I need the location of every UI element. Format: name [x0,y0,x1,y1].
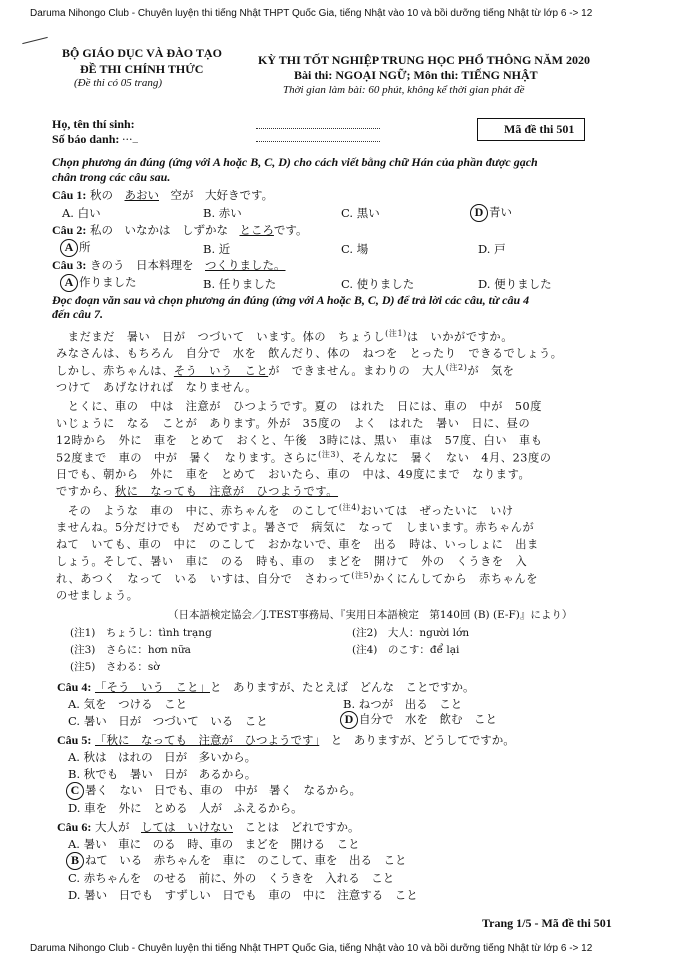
answer-circle: D [470,204,488,222]
vocab-note: (注1) ちょうし：tình trạng [70,627,212,639]
passage-line: 12時から 外に 車を とめて おくと、午後 3時には、黒い 車は 57度、白い 車も [56,434,543,447]
pen-mark [22,37,47,44]
passage-line: のせましょう。 [56,589,139,602]
vocab-note: (注3) さらに：hơn nữa [70,644,191,656]
q4-option-c[interactable]: C. 暑い 日が つづいて いる こと [68,714,268,728]
passage-line: れ、あつく なって いる いすは、自分で さわって$^{(注5)}$かくにんしてから 赤ちゃんを [56,571,539,586]
q3-option-c[interactable]: C. 使りました [341,277,415,291]
q3-option-b[interactable]: B. 任りました [203,277,277,291]
instruction-2-line-1: Đọc đoạn văn sau và chọn phương án đúng (ứng với A hoặc B, C, D) để trả lời các câu, từ câu 4 [52,293,530,307]
answer-circle: C [66,782,84,800]
underlined-phrase: 「そう いう こと」 [95,680,210,694]
q3-option-a[interactable]: A 作りました [60,274,137,292]
instruction-1-line-2: chân trong các câu sau. [52,170,171,184]
instruction-2-line-2: đến câu 7. [52,307,103,321]
vocab-note: (注2) 大人：người lớn [352,627,470,639]
underlined-word: あおい [124,188,159,202]
exam-code-box: Mã đề thi 501 [477,118,585,141]
underlined-word: つくりました。 [205,258,286,272]
passage-line: その ような 車の 中に、赤ちゃんを のこして$^{(注4)}$おいては ぜったいに いけ [56,503,514,518]
q5-option-c[interactable]: C 暑く ない 日でも、車の 中が 暑く なるから。 [66,782,361,800]
q3-option-d[interactable]: D. 便りました [478,277,552,291]
passage-line: しょう。そして、暑い 車に のる 時も、車の まどを 開けて 外の くうきを 入 [56,555,528,568]
question-3: Câu 3: きのう 日本料理を つくりました。 [52,258,286,272]
q5-option-d[interactable]: D. 車を 外に とめる 人が ふえるから。 [68,801,303,815]
q6-option-d[interactable]: D. 暑い 日でも すずしい 日でも 車の 中に 注意する こと [68,888,418,902]
question-2: Câu 2: 私の いなかは しずかな ところです。 [52,223,308,237]
page-count-note: (Đề thi có 05 trang) [74,77,162,89]
answer-circle: B [66,852,84,870]
q1-option-d[interactable]: D 青い [470,204,512,222]
q1-option-a[interactable]: A. 白い [62,206,101,220]
name-label: Họ, tên thí sinh: [52,117,135,131]
passage-line: しかし、赤ちゃんは、そう いう ことが できません。まわりの 大人$^{(注2)}$が 気を [56,363,515,378]
q1-option-c[interactable]: C. 黒い [341,206,380,220]
question-5: Câu 5: 「秋に なっても 注意が ひつようです」 と ありますが、どうしてですか。 [57,733,515,747]
passage-line: ですから、秋に なっても 注意が ひつようです。 [56,485,339,498]
question-6: Câu 6: 大人が しては いけない ことは どれですか。 [57,820,360,834]
q5-option-b[interactable]: B. 秋でも 暑い 日が あるから。 [68,767,257,781]
passage-line: 52度まで 車の 中が 暑く なります。さらに$^{(注3)}$、そんなに 暑く ない 4月、23度の [56,450,552,465]
q2-option-a[interactable]: A 所 [60,239,91,257]
exam-title: KỲ THI TỐT NGHIỆP TRUNG HỌC PHỔ THÔNG NĂM 2020 [258,53,590,67]
q2-option-c[interactable]: C. 場 [341,242,369,256]
answer-circle: A [60,239,78,257]
passage-line: とくに、車の 中は 注意が ひつようです。夏の はれた 日には、車の 中が 50度 [56,400,543,413]
id-field[interactable] [256,141,380,142]
underlined-phrase: しては いけない [141,820,233,834]
q6-option-a[interactable]: A. 暑い 車に のる 時、車の まどを 開ける こと [68,837,360,851]
q2-option-b[interactable]: B. 近 [203,242,231,256]
answer-circle: D [340,711,358,729]
vocab-note: (注4) のこす：để lại [352,644,460,656]
id-scribble: ..._ [122,130,138,143]
question-1: Câu 1: 秋の あおい 空が 大好きです。 [52,188,274,202]
answer-circle: A [60,274,78,292]
underlined-word: ところ [239,223,274,237]
id-label: Số báo danh: [52,132,120,146]
q6-option-c[interactable]: C. 赤ちゃんを のせる 前に、外の くうきを 入れる こと [68,871,395,885]
passage-line: つけて あげなければ なりません。 [56,381,258,394]
passage-line: いじょうに なる ことが あります。外が 35度の よく はれた 暑い 日に、昼の [56,417,531,430]
passage-line: ねて いても、車の 中に のこして おかないで、車を 出る 時は、いっしょに 出ま [56,538,539,551]
page-footer: Trang 1/5 - Mã đề thi 501 [482,916,612,930]
passage-line: みなさんは、もちろん 自分で 水を 飲んだり、体の ねつを とったり できるでしょう。 [56,347,563,360]
underlined-phrase: 「秋に なっても 注意が ひつようです」 [95,733,320,747]
q4-option-d[interactable]: D 自分で 水を 飲む こと [340,711,497,729]
q1-option-b[interactable]: B. 赤い [203,206,242,220]
q4-option-b[interactable]: B. ねつが 出る こと [343,697,463,711]
ministry-name: BỘ GIÁO DỤC VÀ ĐÀO TẠO [62,46,222,60]
bottom-banner: Daruma Nihongo Club - Chuyên luyện thi tiếng Nhật THPT Quốc Gia, tiếng Nhật vào 10 và bồi dưỡng tiếng Nhật từ lớp 6 -> 12 [30,943,593,954]
question-4: Câu 4: 「そう いう こと」と ありますが、たとえば どんな ことですか。 [57,680,475,694]
q6-option-b[interactable]: B ねて いる 赤ちゃんを 車に のこして、車を 出る こと [66,852,406,870]
underlined-phrase: そう いう こと [173,364,269,378]
exam-subject: Bài thi: NGOẠI NGỮ; Môn thi: TIẾNG NHẬT [294,68,538,82]
exam-time: Thời gian làm bài: 60 phút, không kể thời gian phát đề [283,84,525,96]
q5-option-a[interactable]: A. 秋は はれの 日が 多いから。 [68,750,257,764]
passage-source: （日本語検定協会／J.TEST事務局、『実用日本語検定 第140回 (B) (E-F)』により） [168,609,573,621]
q4-option-a[interactable]: A. 気を つける こと [68,697,188,711]
q2-option-d[interactable]: D. 戸 [478,242,506,256]
instruction-1-line-1: Chọn phương án đúng (ứng với A hoặc B, C, D) cho cách viết bằng chữ Hán của phần được gạch [52,155,538,169]
passage-line: 日でも、朝から 外に 車を とめて おいたら、車の 中は、49度にまで なります。 [56,468,531,481]
passage-line: まだまだ 暑い 日が つづいて います。体の ちょうし$^{(注1)}$は いかがですか。 [56,329,513,344]
name-field[interactable] [256,128,380,129]
question-label: Câu 1: [52,188,87,202]
official-exam-label: ĐỀ THI CHÍNH THỨC [80,62,204,76]
top-banner: Daruma Nihongo Club - Chuyên luyện thi tiếng Nhật THPT Quốc Gia, tiếng Nhật vào 10 và bồi dưỡng tiếng Nhật từ lớp 6 -> 12 [30,8,593,19]
passage-line: ませんね。5分だけでも だめですよ。暑さで 病気に なって しまいます。赤ちゃんが [56,521,535,534]
underlined-phrase: 秋に なっても 注意が ひつようです。 [114,485,339,498]
vocab-note: (注5) さわる：sờ [70,661,160,673]
